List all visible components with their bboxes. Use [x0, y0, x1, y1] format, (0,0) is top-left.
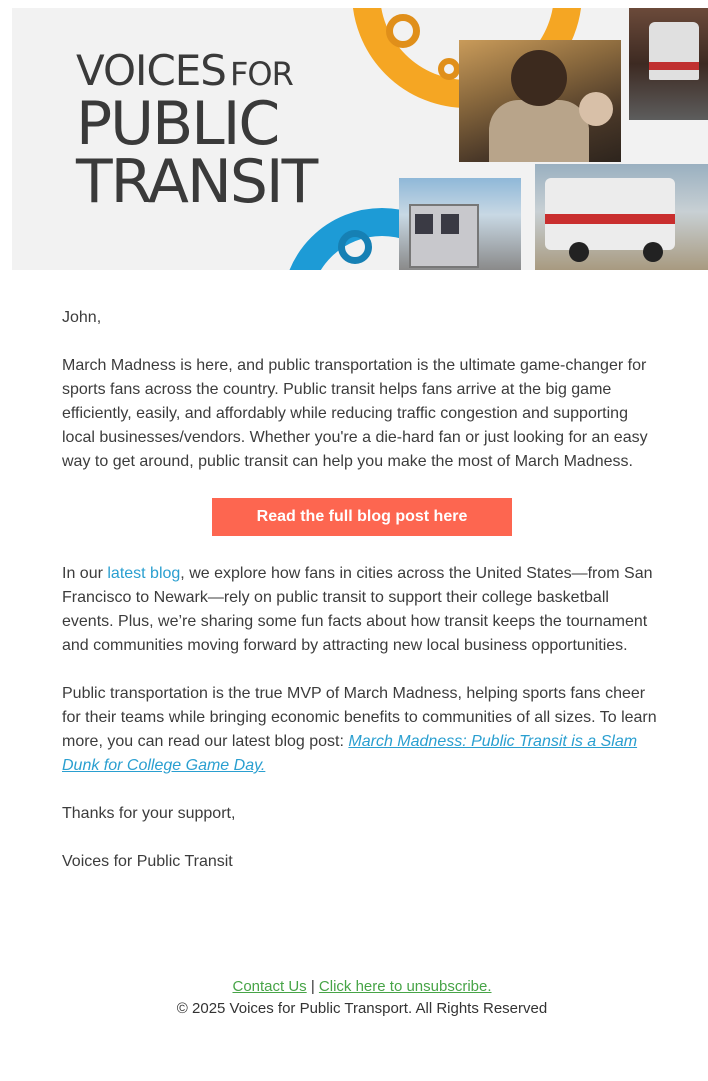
read-blog-post-button[interactable]: Read the full blog post here — [212, 498, 512, 536]
photo-smiling-rider — [459, 40, 621, 162]
cta-container — [62, 498, 662, 536]
intro-paragraph: March Madness is here, and public transportation is the ultimate game-changer for sports fans across the country. Public transit helps fans arrive at the big game efficiently, easily, and affordably while reducing traffic congestion and supporting local businesses/vendors. Whether you're a die-hard fan or just looking for an easy way to get around, public transit can help you make the most of March Madness. — [62, 357, 648, 470]
photo-detail — [569, 242, 589, 262]
email-footer — [0, 976, 708, 1020]
decorative-dot — [438, 58, 460, 80]
decorative-dot — [338, 230, 372, 264]
footer-separator: | — [306, 978, 319, 995]
photo-detail — [489, 100, 589, 162]
thanks-line: Thanks for your support, — [62, 805, 236, 822]
logo-word-public: PUBLIC — [76, 89, 279, 159]
copyright-text: © 2025 Voices for Public Transport. All Rights Reserved — [176, 1000, 548, 1017]
logo-word-voices: VOICES — [76, 46, 226, 95]
decorative-dot — [386, 14, 420, 48]
email-body — [62, 306, 662, 898]
photo-tram-street — [629, 8, 708, 120]
voices-for-public-transit-logo — [76, 46, 317, 217]
photo-accessible-bus — [535, 164, 708, 270]
mvp-paragraph-text: Public transportation is the true MVP of March Madness, helping sports fans cheer for their teams while bringing economic benefits to communities of all sizes. To learn more, you can read our latest blog post: — [62, 685, 657, 750]
photo-detail — [649, 62, 699, 70]
signature: Voices for Public Transit — [62, 853, 233, 870]
logo-line-1 — [76, 46, 316, 95]
header-banner — [12, 8, 708, 270]
blog-paragraph-text: , we explore how fans in cities across the United States—from San Francisco to Newark—rely on public transit to support their college basketball events. Plus, we’re sharing some fun facts about how transit keeps the tournament and communities moving forward by attracting new local business opportunities. — [62, 565, 653, 654]
photo-detail — [545, 214, 675, 224]
photo-elevated-train — [399, 178, 521, 270]
blog-post-title-link[interactable]: March Madness: Public Transit is a Slam Dunk for College Game Day. — [62, 733, 638, 774]
contact-us-link[interactable]: Contact Us — [232, 978, 307, 995]
latest-blog-link[interactable]: latest blog — [107, 565, 181, 582]
photo-detail — [415, 214, 433, 234]
blog-paragraph — [62, 562, 662, 658]
photo-detail — [511, 50, 567, 106]
logo-word-transit: TRANSIT — [76, 147, 317, 217]
photo-detail — [643, 242, 663, 262]
blog-paragraph-text: In our — [62, 565, 108, 582]
greeting: John, — [62, 309, 102, 326]
footer-links — [0, 976, 708, 998]
photo-detail — [649, 22, 699, 80]
logo-word-for: FOR — [229, 55, 293, 93]
unsubscribe-link[interactable]: Click here to unsubscribe. — [318, 978, 492, 995]
photo-detail — [441, 214, 459, 234]
mvp-paragraph — [62, 682, 662, 778]
photo-detail — [579, 92, 613, 126]
